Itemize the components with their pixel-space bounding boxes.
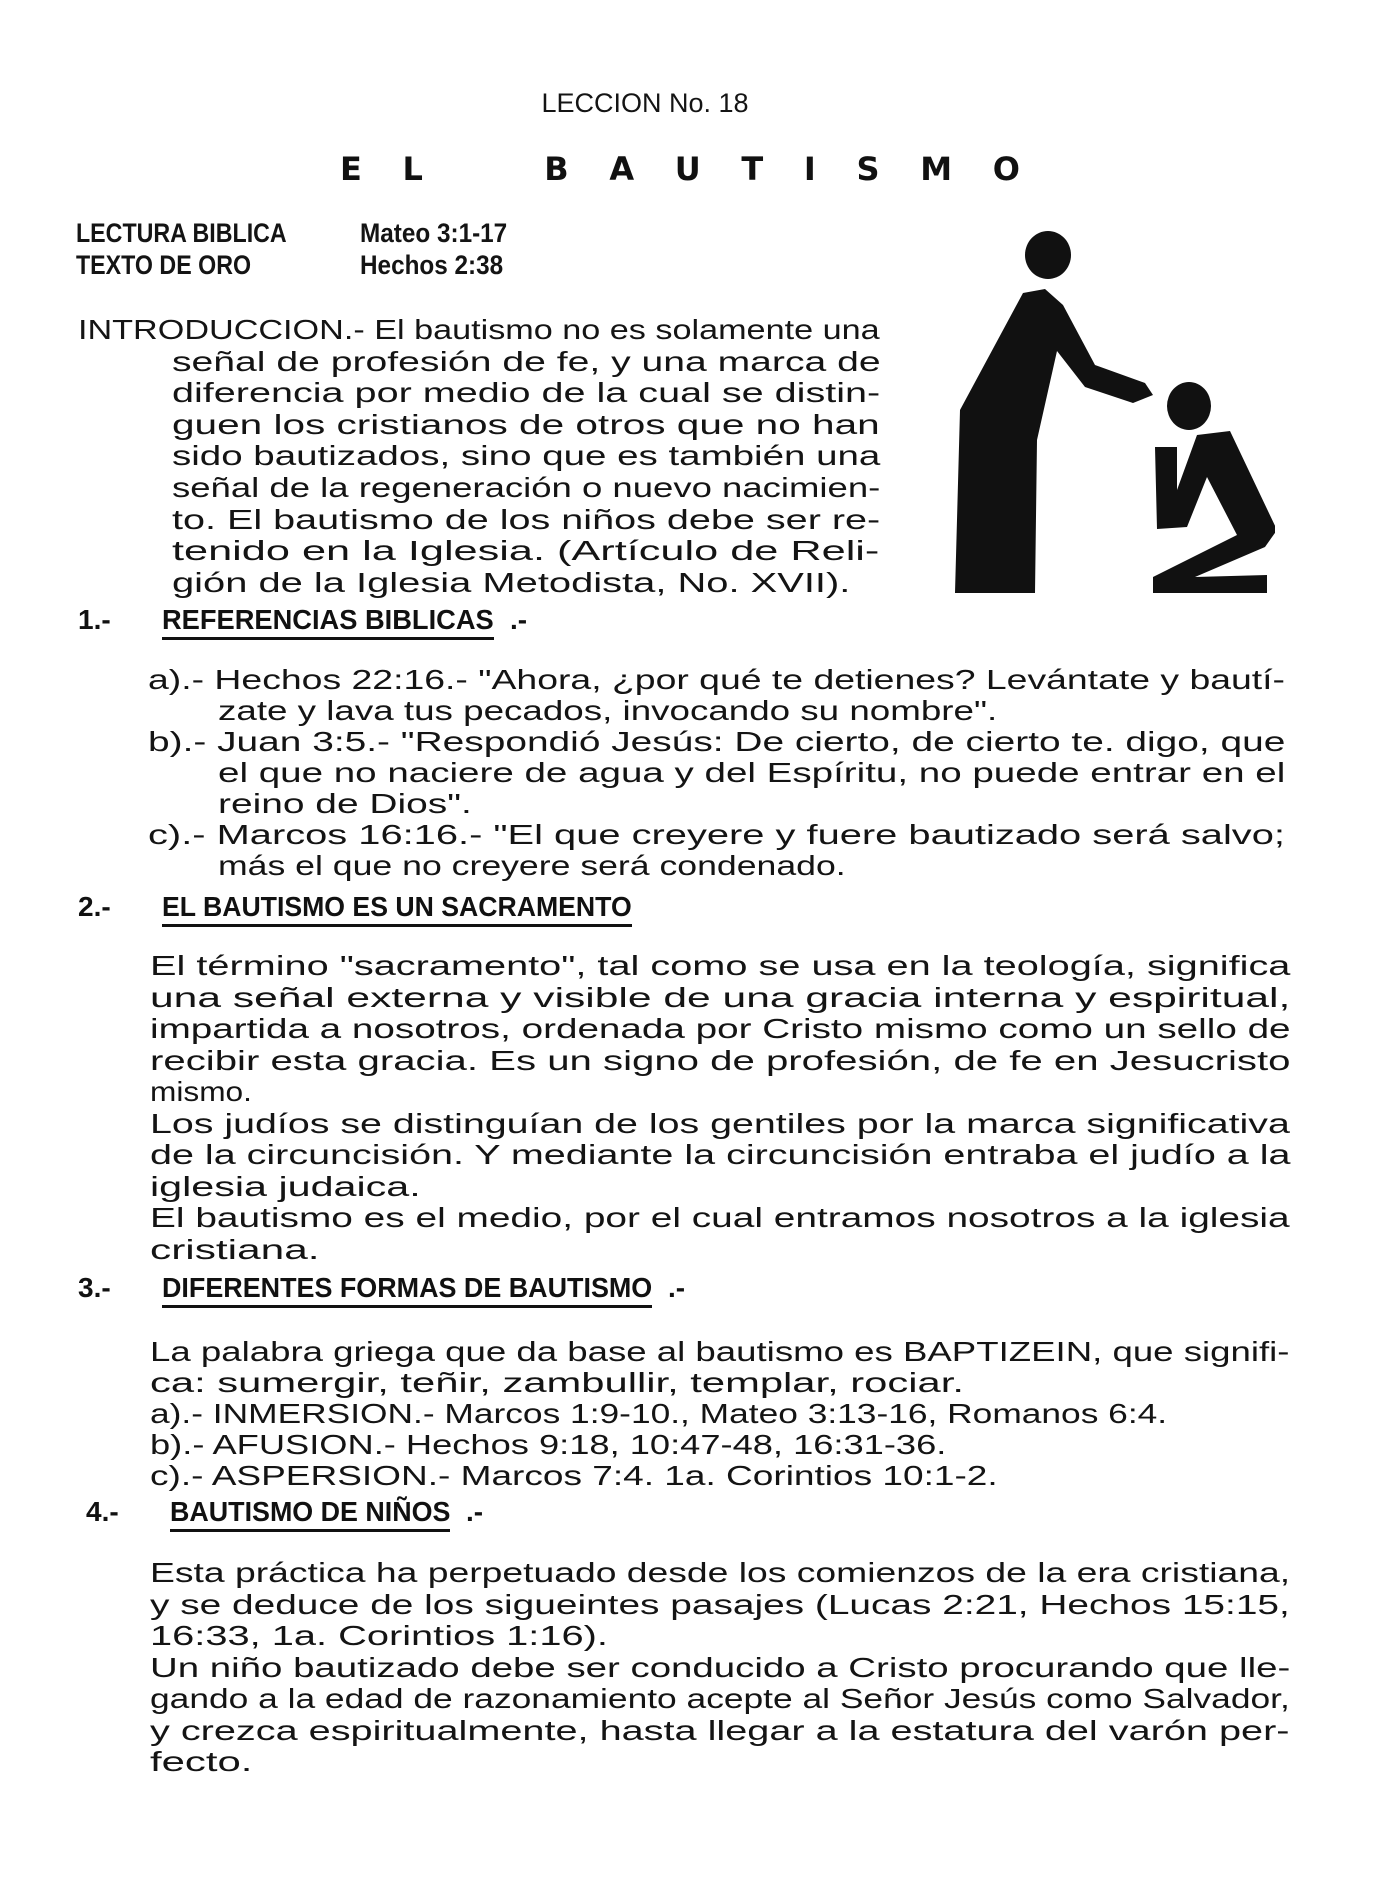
section-line: fecto. [150, 1746, 253, 1777]
intro-line: gión de la Iglesia Metodista, No. XVII). [172, 566, 851, 598]
section-line: 16:33, 1a. Corintios 1:16). [150, 1620, 608, 1651]
section-number: 3.- [78, 1272, 111, 1303]
section-title: REFERENCIAS BIBLICAS [162, 604, 494, 640]
section-line: iglesia judaica. [150, 1170, 421, 1202]
title-letter: E [340, 150, 362, 188]
intro-line: guen los cristianos de otros que no han [172, 408, 880, 440]
intro-line: señal de profesión de fe, y una marca de [172, 345, 881, 377]
section-line: b).- AFUSION.- Hechos 9:18, 10:47-48, 16:31-36. [150, 1429, 947, 1460]
intro-line: sido bautizados, sino que es también una [172, 440, 881, 472]
section-line: b).- Juan 3:5.- "Respondió Jesús: De cierto, de cierto te. digo, que [148, 726, 1286, 757]
intro-line: tenido en la Iglesia. (Artículo de Reli- [172, 535, 880, 567]
section-line: c).- ASPERSION.- Marcos 7:4. 1a. Corintios 10:1-2. [150, 1460, 998, 1491]
section-line: impartida a nosotros, ordenada por Cristo mismo como un sello de [150, 1013, 1291, 1044]
section-line: más el que no creyere será condenado. [218, 850, 846, 881]
title-gap [464, 150, 504, 188]
section-number: 1.- [78, 604, 111, 635]
title-letter: A [609, 150, 635, 188]
child-head [1167, 382, 1211, 430]
child-body [1153, 431, 1275, 593]
section-number: 2.- [78, 891, 111, 922]
intro-line: to. El bautismo de los niños debe ser re- [172, 503, 881, 535]
texto-label: TEXTO DE ORO [76, 250, 252, 280]
section-line: recibir esta gracia. Es un signo de profesión, de fe en Jesucristo [150, 1044, 1291, 1076]
section-line: y se deduce de los sigueintes pasajes (Lucas 2:21, Hechos 15:15, [150, 1588, 1290, 1620]
title-letter: U [674, 150, 701, 188]
section-number: 4.- [86, 1496, 119, 1527]
section-line: c).- Marcos 16:16.- "El que creyere y fuere bautizado será salvo; [148, 819, 1285, 850]
section-line: Esta práctica ha perpetuado desde los comienzos de la era cristiana, [150, 1557, 1291, 1588]
section-line: reino de Dios". [218, 788, 472, 819]
intro-line: INTRODUCCION.- El bautismo no es solamente una [78, 314, 880, 345]
lesson-number: LECCION No. 18 [541, 88, 749, 118]
title-letter: S [856, 150, 880, 188]
lectura-value: Mateo 3:1-17 [360, 218, 508, 248]
adult-body [955, 289, 1153, 593]
adult-head [1025, 231, 1071, 279]
section-line: a).- Hechos 22:16.- "Ahora, ¿por qué te detienes? Levántate y bautí- [148, 664, 1286, 695]
section-line: ca: sumergir, teñir, zambullir, templar, rociar. [150, 1367, 964, 1398]
section-title: BAUTISMO DE NIÑOS [170, 1496, 450, 1532]
section-line: de la circuncisión. Y mediante la circuncisión entraba el judío a la [150, 1139, 1291, 1170]
baptism-figures-icon [945, 225, 1275, 595]
section-line: y crezca espiritualmente, hasta llegar a la estatura del varón per- [150, 1714, 1290, 1746]
title-letter: T [741, 150, 764, 188]
section-title-suffix: .- [510, 604, 528, 635]
section-line: el que no naciere de agua y del Espíritu, no puede entrar en el [218, 757, 1286, 788]
title-letter: M [920, 150, 953, 188]
section-title: DIFERENTES FORMAS DE BAUTISMO [162, 1272, 652, 1308]
section-line: Un niño bautizado debe ser conducido a Cristo procurando que lle- [150, 1651, 1291, 1683]
texto-value: Hechos 2:38 [360, 250, 504, 280]
section-title-suffix: .- [668, 1272, 686, 1303]
section-line: El término "sacramento", tal como se usa en la teología, significa [150, 950, 1291, 981]
section-line: gando a la edad de razonamiento acepte al Señor Jesús como Salvador, [150, 1683, 1290, 1714]
intro-line: diferencia por medio de la cual se distin- [172, 377, 881, 409]
section-line: cristiana. [150, 1233, 320, 1265]
section-title: EL BAUTISMO ES UN SACRAMENTO [162, 891, 632, 927]
page-title [340, 150, 1020, 188]
section-line: mismo. [150, 1076, 252, 1107]
title-letter: I [803, 150, 816, 188]
lectura-label: LECTURA BIBLICA [76, 218, 287, 248]
section-line: una señal externa y visible de una gracia interna y espiritual, [150, 981, 1291, 1013]
section-title-suffix: .- [466, 1496, 484, 1527]
title-letter: L [402, 150, 423, 188]
section-line: La palabra griega que da base al bautismo es BAPTIZEIN, que signifi- [150, 1336, 1290, 1367]
title-letter: B [544, 150, 569, 188]
section-line: El bautismo es el medio, por el cual entramos nosotros a la iglesia [150, 1202, 1290, 1233]
intro-line: señal de la regeneración o nuevo nacimien- [172, 472, 881, 503]
section-line: a).- INMERSION.- Marcos 1:9-10., Mateo 3:13-16, Romanos 6:4. [150, 1398, 1168, 1429]
section-line: zate y lava tus pecados, invocando su nombre". [218, 695, 998, 726]
title-letter: O [992, 150, 1020, 188]
section-line: Los judíos se distinguían de los gentiles por la marca significativa [150, 1107, 1290, 1139]
